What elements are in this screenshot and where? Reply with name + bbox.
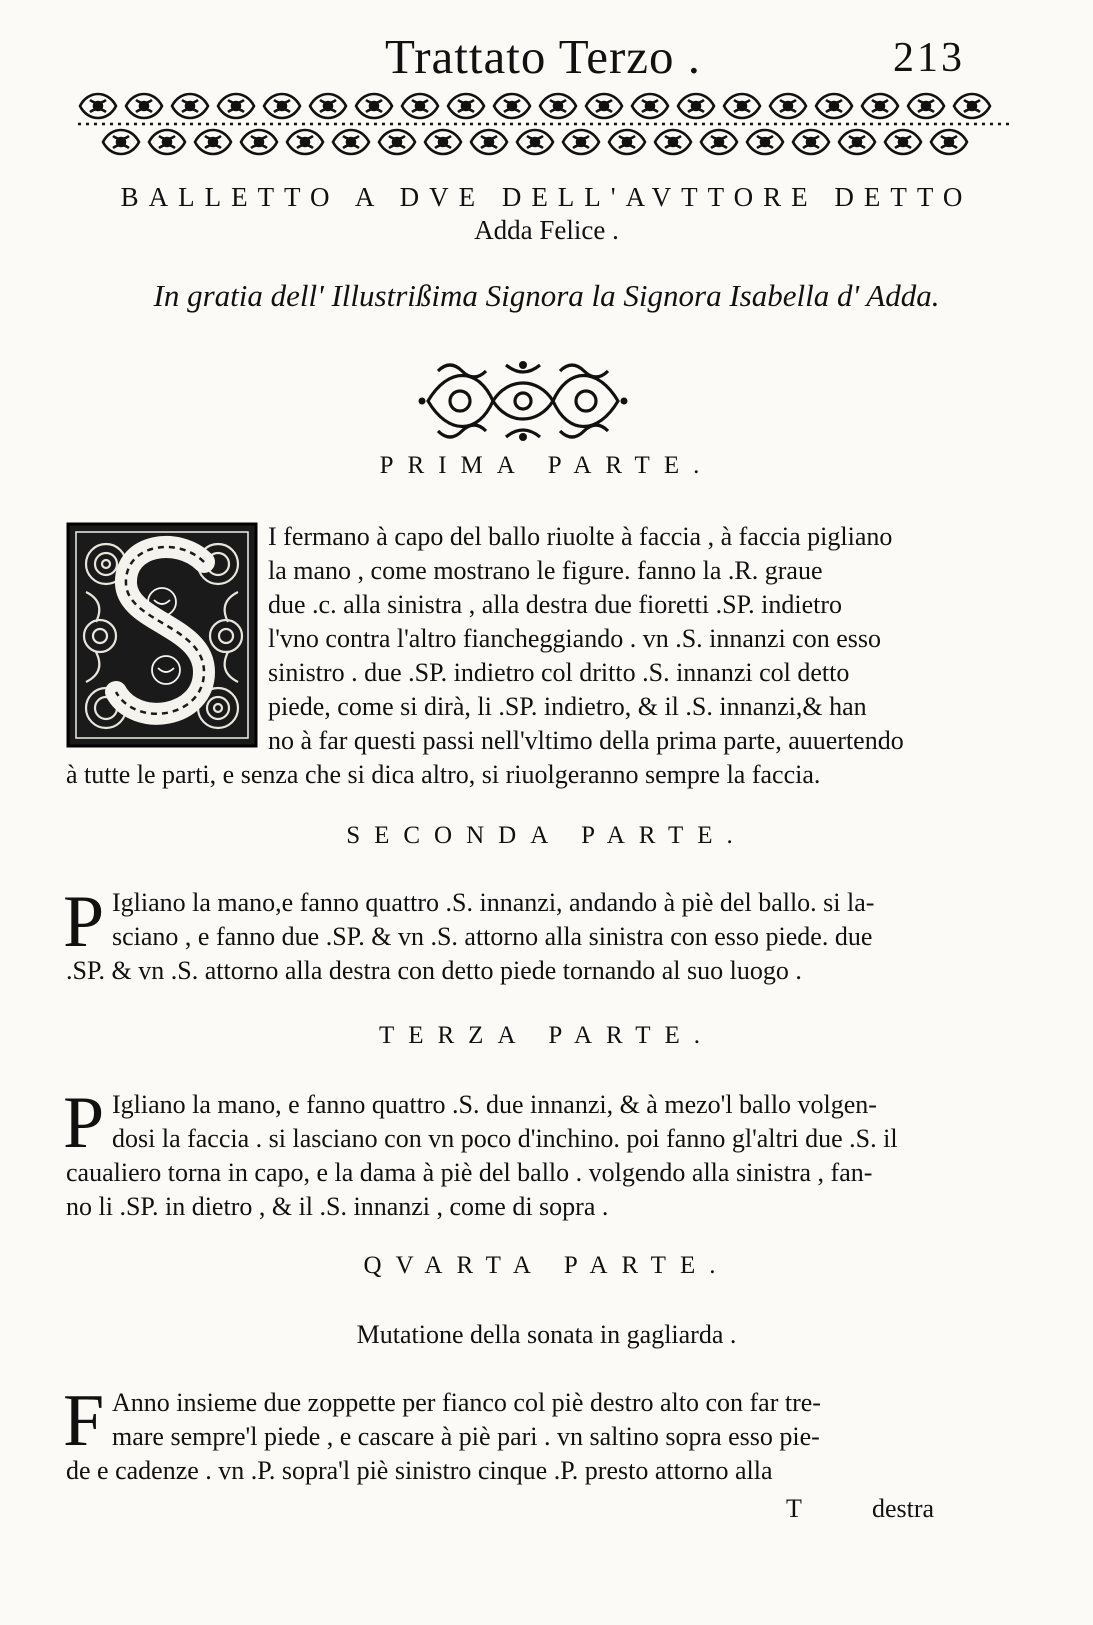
paragraph-seconda — [112, 886, 980, 954]
text-line: piede, come si dirà, li .SP. indietro, & il .S. innanzi,& han — [268, 692, 867, 721]
signature-mark: T — [786, 1494, 802, 1523]
paragraph-quarta — [112, 1386, 980, 1454]
arabesque-fleuron-icon — [418, 357, 628, 445]
paragraph-terza — [112, 1088, 980, 1156]
paragraph-prima-last — [66, 758, 976, 792]
running-title: Trattato Terzo . — [385, 29, 702, 84]
text-line: sciano , e fanno due .SP. & vn .S. attorno alla sinistra con esso piede. due — [112, 922, 873, 951]
catchword: destra — [872, 1494, 935, 1523]
text-line: dosi la faccia . si lasciano con vn poco d'inchino. poi fanno gl'altri due .S. il — [112, 1124, 898, 1153]
paragraph-terza-rest — [66, 1156, 976, 1224]
text-line: mare sempre'l piede , e cascare à piè pari . vn saltino sopra esso pie- — [112, 1422, 820, 1451]
ballet-subtitle: Adda Felice . — [474, 215, 619, 245]
text-line: l'vno contra l'altro fiancheggiando . vn .S. innanzi con esso — [268, 624, 881, 653]
ballet-title: BALLETTO A DVE DELL'AVTTORE DETTO — [120, 182, 973, 212]
part-title-quarta: QVARTA PARTE. — [363, 1252, 730, 1279]
text-line: de e cadenze . vn .P. sopra'l piè sinistro cinque .P. presto attorno alla — [66, 1456, 773, 1485]
text-line: no li .SP. in dietro , & il .S. innanzi , come di sopra . — [66, 1192, 609, 1221]
text-line: .SP. & vn .S. attorno alla destra con detto piede tornando al suo luogo . — [66, 956, 802, 985]
text-line: sinistro . due .SP. indietro col dritto .S. innanzi col detto — [268, 658, 850, 687]
paragraph-seconda-last — [66, 954, 976, 988]
part-title-seconda: SECONDA PARTE. — [346, 822, 747, 849]
woodcut-foliage-initial-icon — [66, 522, 258, 748]
initial-letter: F — [63, 1380, 105, 1462]
text-line: la mano , come mostrano le figure. fanno la .R. graue — [268, 556, 823, 585]
running-head — [0, 28, 1093, 88]
text-line: Igliano la mano,e fanno quattro .S. innanzi, andando à piè del ballo. si la- — [112, 888, 875, 917]
paragraph-prima — [268, 520, 973, 758]
text-line: caualiero torna in capo, e la dama à piè del ballo . volgendo alla sinistra , fan- — [66, 1158, 873, 1187]
text-line: due .c. alla sinistra , alla destra due fioretti .SP. indietro — [268, 590, 843, 619]
section-caption: Mutatione della sonata in gagliarda . — [356, 1320, 737, 1349]
page-number: 213 — [893, 35, 965, 81]
part-title-terza: TERZA PARTE. — [378, 1022, 715, 1049]
text-line: Igliano la mano, e fanno quattro .S. due innanzi, & à mezo'l ballo volgen- — [112, 1090, 877, 1119]
initial-letter: P — [63, 881, 105, 963]
text-line: I fermano à capo del ballo riuolte à faccia , à faccia pigliano — [268, 522, 893, 551]
initial-letter: P — [63, 1082, 105, 1164]
text-line: no à far questi passi nell'vltimo della prima parte, auuertendo — [268, 726, 904, 755]
dedication: In gratia dell' Illustrißima Signora la Signora Isabella d' Adda. — [153, 278, 940, 313]
part-title-prima: PRIMA PARTE. — [379, 452, 714, 479]
paragraph-quarta-rest — [66, 1454, 976, 1488]
woodcut-vine-band-icon — [78, 88, 1010, 160]
text-line: à tutte le parti, e senza che si dica altro, si riuolgeranno sempre la faccia. — [66, 760, 821, 789]
text-line: Anno insieme due zoppette per fianco col piè destro alto con far tre- — [112, 1388, 821, 1417]
